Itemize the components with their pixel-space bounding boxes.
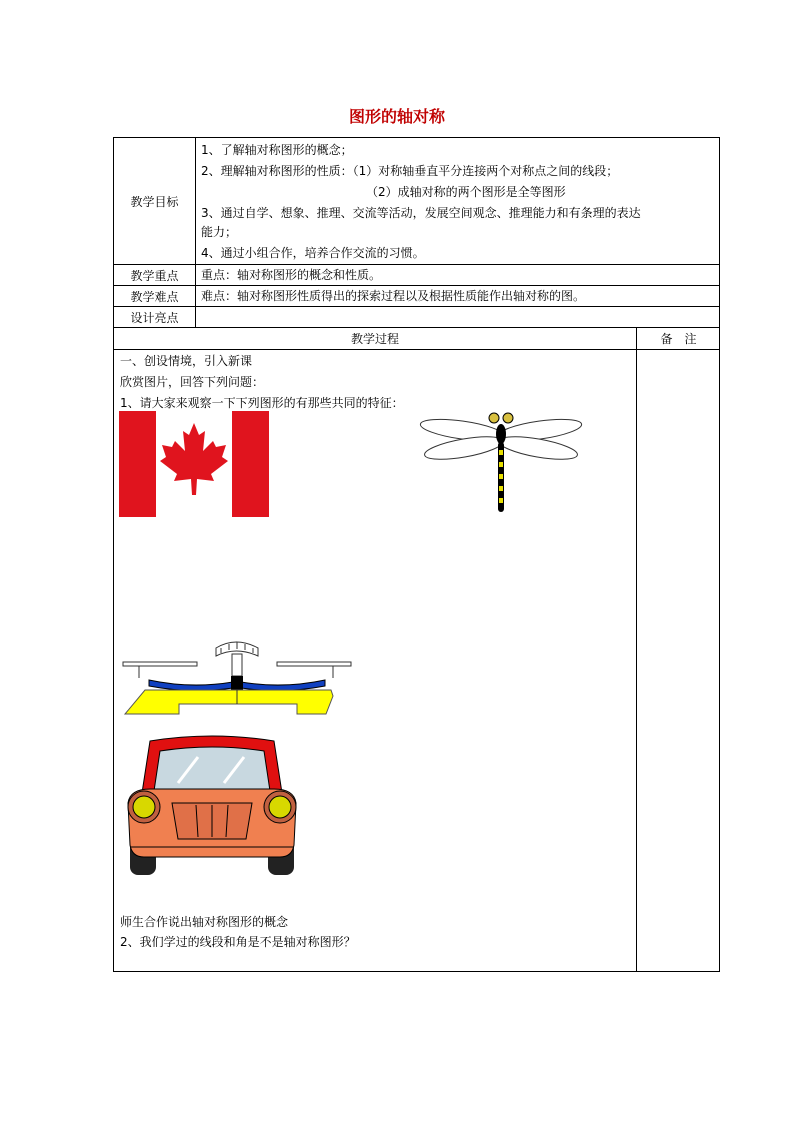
car-image (120, 733, 304, 879)
goal-line: 能力； (201, 225, 238, 239)
row-divider (114, 306, 719, 307)
canada-flag-image (119, 411, 269, 517)
column-divider (195, 138, 196, 327)
page-title: 图形的轴对称 (348, 107, 445, 126)
row-divider (114, 327, 719, 328)
goal-line: 1、了解轴对称图形的概念； (201, 143, 353, 157)
goal-line: 2、理解轴对称图形的性质：（1）对称轴垂直平分连接两个对称点之间的线段； (201, 164, 619, 178)
balance-scale-image (121, 634, 355, 716)
row-divider (114, 349, 719, 350)
summary-text: 师生合作说出轴对称图形的概念 (120, 915, 289, 929)
difficulty-text: 难点：轴对称图形性质得出的探索过程以及根据性质能作出轴对称的图。 (201, 289, 586, 303)
highlight-label: 设计亮点 (130, 311, 179, 325)
section-title: 一、创设情境，引入新课 (120, 354, 253, 368)
process-header: 教学过程 (350, 332, 399, 346)
question-2: 2、我们学过的线段和角是不是轴对称图形？ (120, 935, 356, 949)
intro-text: 欣赏图片，回答下列问题： (120, 375, 265, 389)
key-point-text: 重点：轴对称图形的概念和性质。 (201, 268, 382, 282)
difficulty-label: 教学难点 (130, 290, 179, 304)
goals-label: 教学目标 (130, 195, 179, 209)
row-divider (114, 264, 719, 265)
dragonfly-image (418, 410, 584, 516)
row-divider (114, 285, 719, 286)
goal-line: （2）成轴对称的两个图形是全等图形 (366, 185, 566, 199)
key-point-label: 教学重点 (130, 269, 179, 283)
notes-header: 备 注 (660, 332, 697, 346)
goal-line: 4、通过小组合作，培养合作交流的习惯。 (201, 246, 425, 260)
column-divider (636, 327, 637, 971)
question-1: 1、请大家来观察一下下列图形的有那些共同的特征： (120, 396, 404, 410)
goal-line: 3、通过自学、想象、推理、交流等活动，发展空间观念、推理能力和有条理的表达 (201, 206, 641, 220)
